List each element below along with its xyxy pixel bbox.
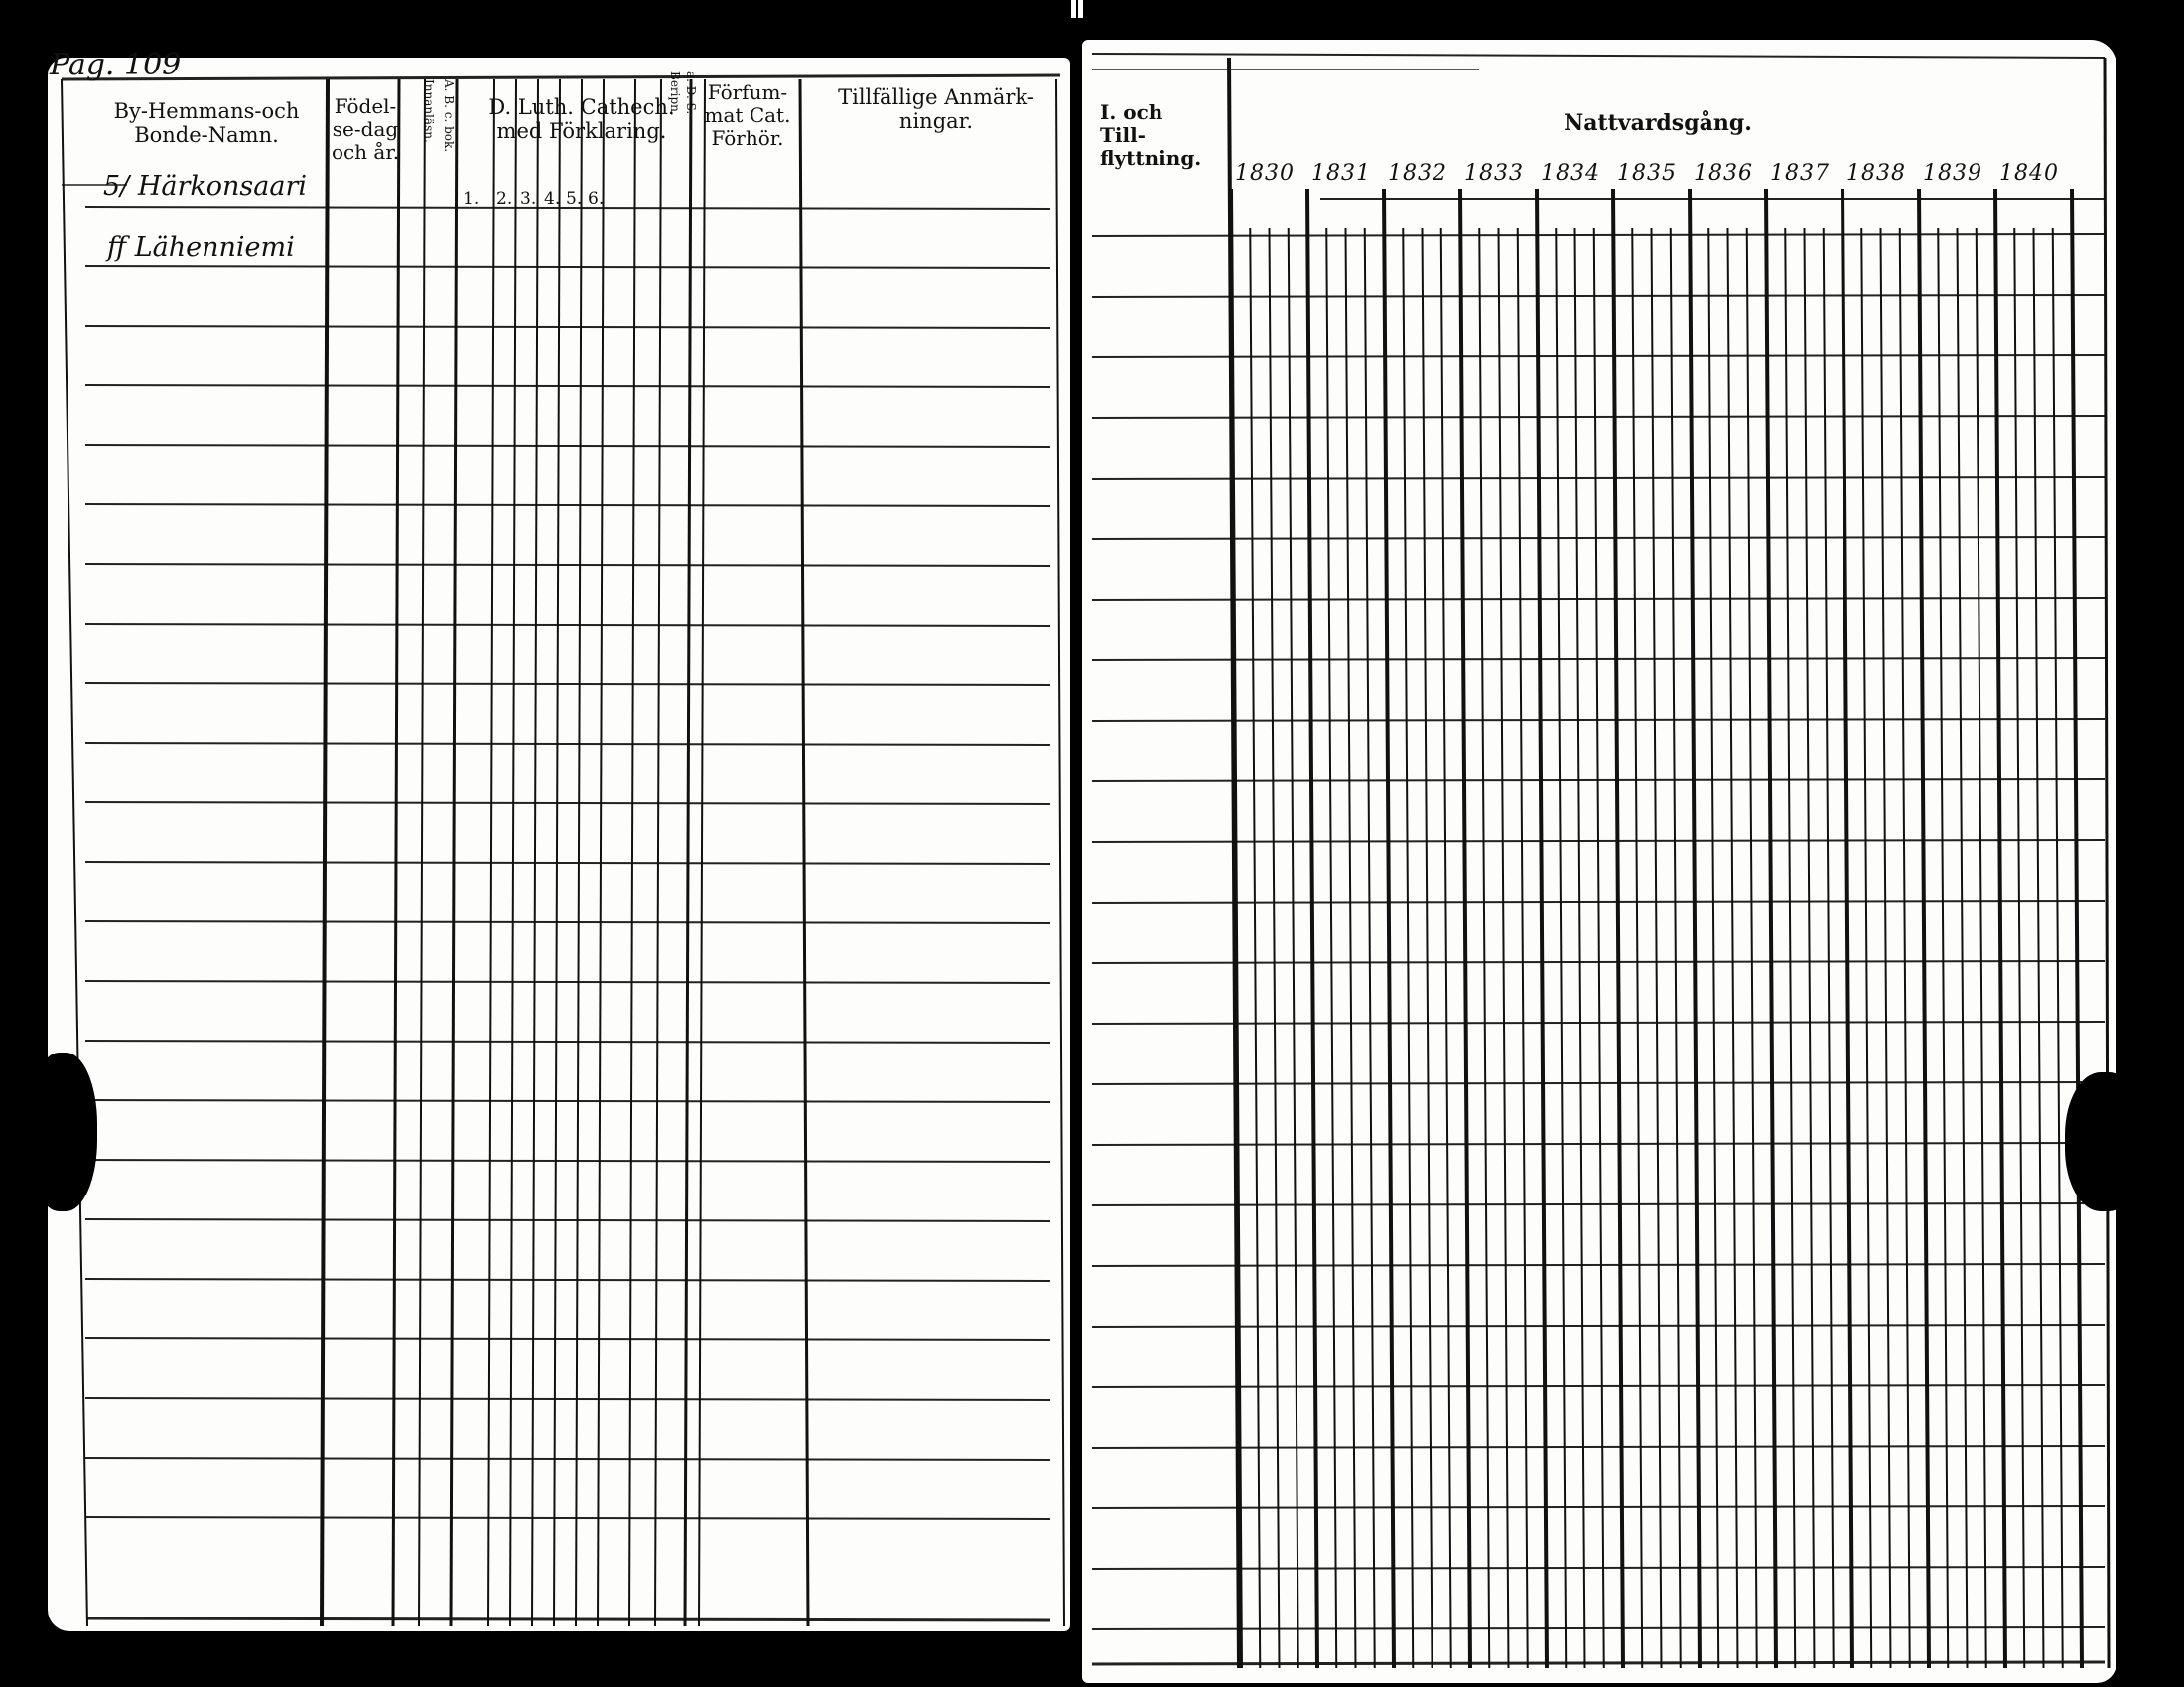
ruling-line — [62, 79, 87, 1626]
ruling-line — [510, 79, 516, 1626]
binding-mark — [1071, 0, 1076, 18]
ruling-line — [1958, 228, 1968, 1668]
ruling-line — [1092, 1567, 2105, 1569]
ruling-line — [1092, 1082, 2105, 1084]
ruling-line — [488, 79, 494, 1626]
ruling-line — [85, 624, 1050, 626]
ruling-line — [1092, 1143, 2105, 1145]
header-moving-column: I. och Till- flyttning. — [1100, 100, 1202, 170]
ruling-line — [1594, 228, 1604, 1668]
ruling-line — [1671, 228, 1681, 1668]
ruling-line — [1365, 228, 1375, 1668]
ruling-line — [685, 79, 691, 1626]
ruling-line — [1326, 228, 1336, 1668]
ruling-line — [1824, 228, 1834, 1668]
left-ledger-grid — [48, 58, 1070, 1631]
ruling-line — [1092, 416, 2105, 418]
ruling-line — [1092, 477, 2105, 479]
ruling-line — [2014, 228, 2024, 1668]
ruling-line — [85, 1041, 1050, 1043]
ruling-line — [1092, 1446, 2105, 1448]
ruling-line — [1518, 228, 1528, 1668]
ruling-line — [1423, 228, 1433, 1668]
header-communion: Nattvardsgång. — [1564, 110, 1752, 136]
ruling-line — [1056, 79, 1064, 1626]
year-label: 1834 — [1541, 161, 1600, 186]
ruling-line — [598, 79, 604, 1626]
ruling-line — [1250, 228, 1260, 1668]
ruling-line — [1785, 228, 1795, 1668]
ruling-line — [1092, 1662, 2105, 1664]
binding-shadow-right — [2065, 1072, 2144, 1211]
ruling-line — [554, 79, 560, 1626]
ruling-line — [62, 75, 1060, 79]
ruling-line — [1479, 228, 1489, 1668]
ruling-line — [1881, 228, 1891, 1668]
ruling-line — [1632, 228, 1642, 1668]
ruling-line — [1092, 658, 2105, 660]
ruling-line — [1575, 228, 1585, 1668]
handwritten-entry-1: 5/ Härkonsaari — [103, 171, 308, 202]
ruling-line — [1307, 189, 1317, 1668]
ruling-line — [1092, 355, 2105, 357]
ruling-line — [87, 1618, 1050, 1620]
ruling-line — [1092, 1203, 2105, 1205]
ruling-line — [85, 1338, 1050, 1340]
ruling-line — [85, 921, 1050, 923]
ruling-line — [532, 79, 538, 1626]
year-label: 1833 — [1464, 161, 1524, 186]
ruling-line — [1441, 228, 1451, 1668]
ruling-line — [1652, 228, 1662, 1668]
ruling-line — [1403, 228, 1413, 1668]
ruling-line — [1092, 1506, 2105, 1508]
ruling-line — [699, 79, 705, 1626]
year-label: 1835 — [1617, 161, 1677, 186]
ruling-line — [1861, 228, 1871, 1668]
header-remarks-column: Tillfällige Anmärk- ningar. — [838, 85, 1034, 134]
ruling-line — [1270, 228, 1280, 1668]
year-label: 1830 — [1235, 161, 1295, 186]
ruling-line — [629, 79, 635, 1626]
ruling-line — [85, 1219, 1050, 1221]
ruling-line — [1938, 228, 1948, 1668]
year-label: 1832 — [1388, 161, 1447, 186]
ruling-line — [2034, 228, 2044, 1668]
ruling-line — [85, 266, 1050, 268]
right-ledger-grid — [1082, 40, 2116, 1683]
ruling-line — [1092, 234, 2105, 236]
catechism-subcolumn-number: 2. — [496, 189, 513, 209]
catechism-subcolumn-number: 3. — [520, 189, 537, 209]
ruling-line — [419, 79, 425, 1626]
ruling-line — [85, 743, 1050, 745]
year-label: 1839 — [1923, 161, 1982, 186]
ruling-line — [1092, 1627, 2105, 1629]
header-ds-column: a. D. S. — [684, 71, 698, 115]
ruling-line — [1092, 1385, 2105, 1387]
ruling-line — [451, 79, 457, 1626]
ruling-line — [1556, 228, 1566, 1668]
ruling-line — [1346, 228, 1356, 1668]
ruling-line — [1708, 228, 1718, 1668]
ruling-line — [85, 862, 1050, 864]
book-gutter — [1070, 0, 1082, 1687]
year-label: 1831 — [1311, 161, 1371, 186]
ruling-line — [85, 1517, 1050, 1519]
ruling-line — [1092, 295, 2105, 297]
binding-mark — [1078, 0, 1083, 18]
header-beripn-column: Beripn. — [668, 71, 682, 116]
header-name-column: By-Hemmans-och Bonde-Namn. — [113, 99, 300, 148]
header-forsummat-column: Förfum- mat Cat. Förhör. — [704, 80, 791, 150]
ruling-line — [1092, 537, 2105, 539]
ruling-line — [85, 564, 1050, 566]
ruling-line — [1977, 228, 1986, 1668]
catechism-subcolumn-number: 6. — [588, 189, 605, 209]
ruling-line — [2105, 58, 2109, 1668]
header-innanlasn-column: Innanläsn. — [422, 79, 436, 143]
header-abc-column: A. B. c. bok. — [442, 79, 456, 153]
ruling-line — [85, 802, 1050, 804]
ruling-line — [1092, 1325, 2105, 1327]
ruling-line — [85, 1398, 1050, 1400]
ruling-line — [85, 385, 1050, 387]
ruling-line — [1747, 228, 1757, 1668]
ruling-line — [85, 1458, 1050, 1460]
ruling-line — [2053, 228, 2063, 1668]
ruling-line — [85, 1279, 1050, 1281]
ruling-line — [1092, 598, 2105, 600]
ruling-line — [1900, 228, 1910, 1668]
header-catechism-column: D. Luth. Cathech. med Förklaring. — [488, 95, 675, 144]
ruling-line — [800, 79, 808, 1626]
ruling-line — [1092, 1022, 2105, 1024]
ruling-line — [1092, 54, 2105, 58]
binding-shadow-left — [28, 1053, 97, 1211]
ruling-line — [85, 981, 1050, 983]
year-label: 1838 — [1846, 161, 1906, 186]
ruling-line — [85, 683, 1050, 685]
page-number: Pag. 109 — [50, 48, 182, 82]
right-page — [1082, 40, 2116, 1683]
handwritten-entry-2: ff Lähenniemi — [107, 232, 295, 263]
ruling-line — [1805, 228, 1815, 1668]
ruling-line — [85, 326, 1050, 328]
ruling-line — [322, 79, 328, 1626]
ruling-line — [85, 504, 1050, 506]
catechism-subcolumn-number: 1. — [463, 189, 479, 209]
ruling-line — [1092, 1264, 2105, 1266]
ruling-line — [393, 79, 399, 1626]
left-page — [48, 48, 1070, 1631]
ruling-line — [1728, 228, 1738, 1668]
year-label: 1840 — [1999, 161, 2059, 186]
ruling-line — [1289, 228, 1298, 1668]
header-birth-column: Födel- se-dag och år. — [331, 94, 400, 164]
ruling-line — [85, 445, 1050, 447]
ruling-line — [576, 79, 582, 1626]
ruling-line — [85, 1160, 1050, 1162]
year-label: 1836 — [1694, 161, 1753, 186]
catechism-subcolumn-number: 5. — [566, 189, 583, 209]
ruling-line — [1499, 228, 1509, 1668]
catechism-subcolumn-number: 4. — [544, 189, 561, 209]
ruling-line — [85, 1100, 1050, 1102]
ruling-line — [655, 79, 661, 1626]
year-label: 1837 — [1770, 161, 1830, 186]
